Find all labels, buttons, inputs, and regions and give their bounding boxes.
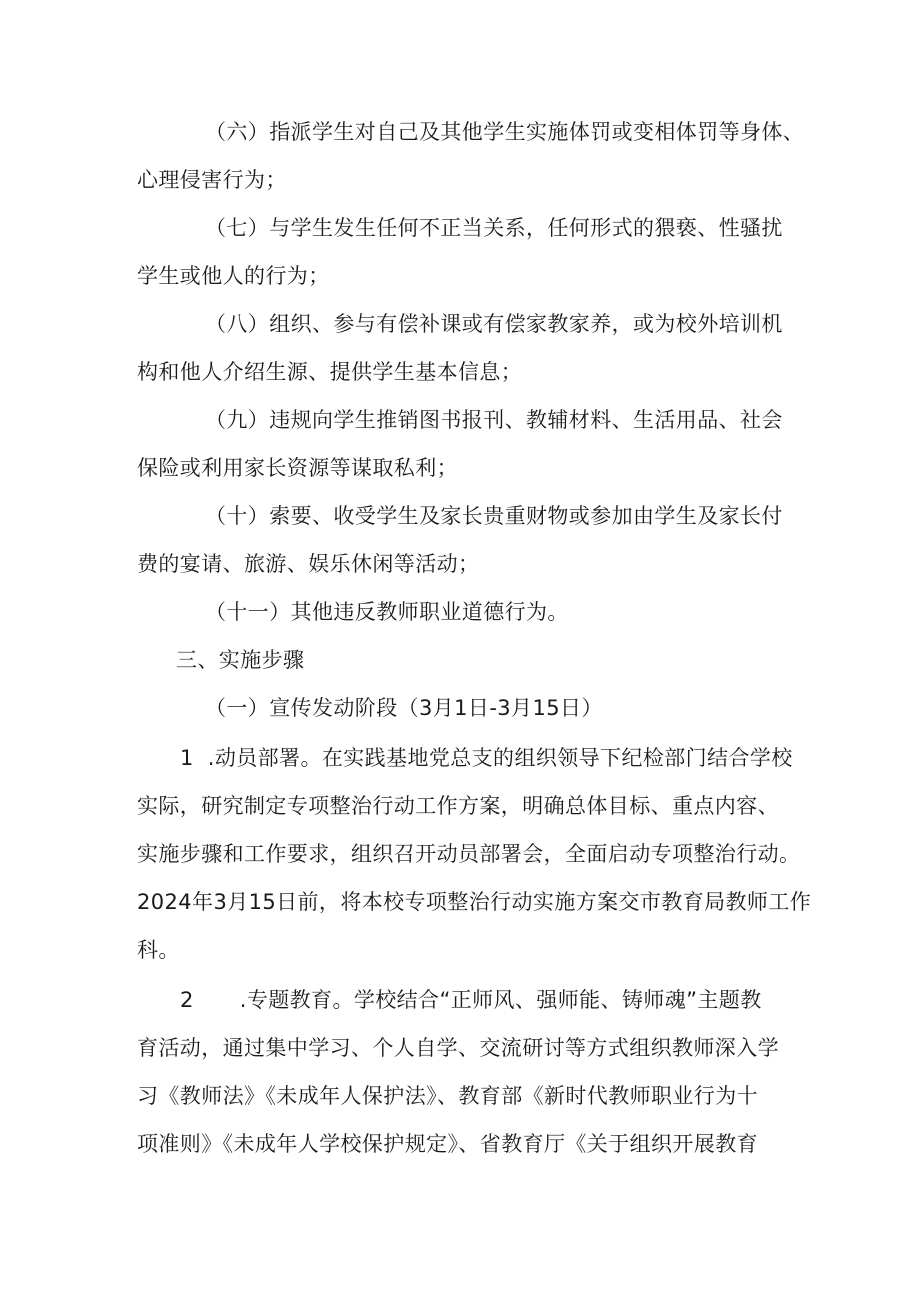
step-2-paragraph-line-1: [180, 985, 762, 1015]
step-1-paragraph-line-5: 科。: [137, 938, 180, 962]
step-1-paragraph-line-4: 2024年3月15日前，将本校专项整治行动实施方案交市教育局教师工作: [137, 890, 812, 914]
paragraph-item-8-line-1: （八）组织、参与有偿补课或有偿家教家养，或为校外培训机: [205, 312, 783, 336]
step-1-paragraph-line-3: 实施步骤和工作要求，组织召开动员部署会，全面启动专项整治行动。: [137, 842, 801, 866]
paragraph-item-8-line-2: 构和他人介绍生源、提供学生基本信息；: [137, 360, 523, 384]
step-1-paragraph-line-1: [180, 743, 793, 773]
paragraph-item-6-line-1: （六）指派学生对自己及其他学生实施体罚或变相体罚等身体、: [205, 120, 805, 144]
paragraph-item-11: （十一）其他违反教师职业道德行为。: [205, 600, 569, 624]
step-2-paragraph-line-2: 育活动，通过集中学习、个人自学、交流研讨等方式组织教师深入学: [137, 1036, 779, 1060]
subsection-heading-publicity-phase: （一）宣传发动阶段（3月1日-3月15日）: [205, 696, 603, 720]
paragraph-item-7-line-1: （七）与学生发生任何不正当关系，任何形式的猥亵、性骚扰: [205, 216, 783, 240]
step-2-text: .专题教育。学校结合“正师风、强师能、铸师魂”主题教: [239, 988, 762, 1012]
paragraph-item-9-line-1: （九）违规向学生推销图书报刊、教辅材料、生活用品、社会: [205, 408, 783, 432]
step-2-paragraph-line-3: 习《教师法》《未成年人保护法》、教育部《新时代教师职业行为十: [137, 1084, 758, 1108]
step-2-number: 2: [180, 988, 194, 1012]
step-2-paragraph-line-4: 项准则》《未成年人学校保护规定》、省教育厅《关于组织开展教育: [137, 1132, 758, 1156]
paragraph-item-10-line-2: 费的宴请、旅游、娱乐休闲等活动；: [137, 552, 480, 576]
paragraph-item-9-line-2: 保险或利用家长资源等谋取私利；: [137, 456, 458, 480]
section-heading-implementation-steps: 三、实施步骤: [176, 648, 305, 672]
step-1-number: 1: [180, 746, 194, 770]
paragraph-item-7-line-2: 学生或他人的行为；: [137, 264, 330, 288]
paragraph-item-6-line-2: 心理侵害行为；: [137, 168, 287, 192]
paragraph-item-10-line-1: （十）索要、收受学生及家长贵重财物或参加由学生及家长付: [205, 504, 783, 528]
step-1-paragraph-line-2: 实际，研究制定专项整治行动工作方案，明确总体目标、重点内容、: [137, 794, 779, 818]
step-1-text: .动员部署。在实践基地党总支的组织领导下纪检部门结合学校: [207, 746, 793, 770]
